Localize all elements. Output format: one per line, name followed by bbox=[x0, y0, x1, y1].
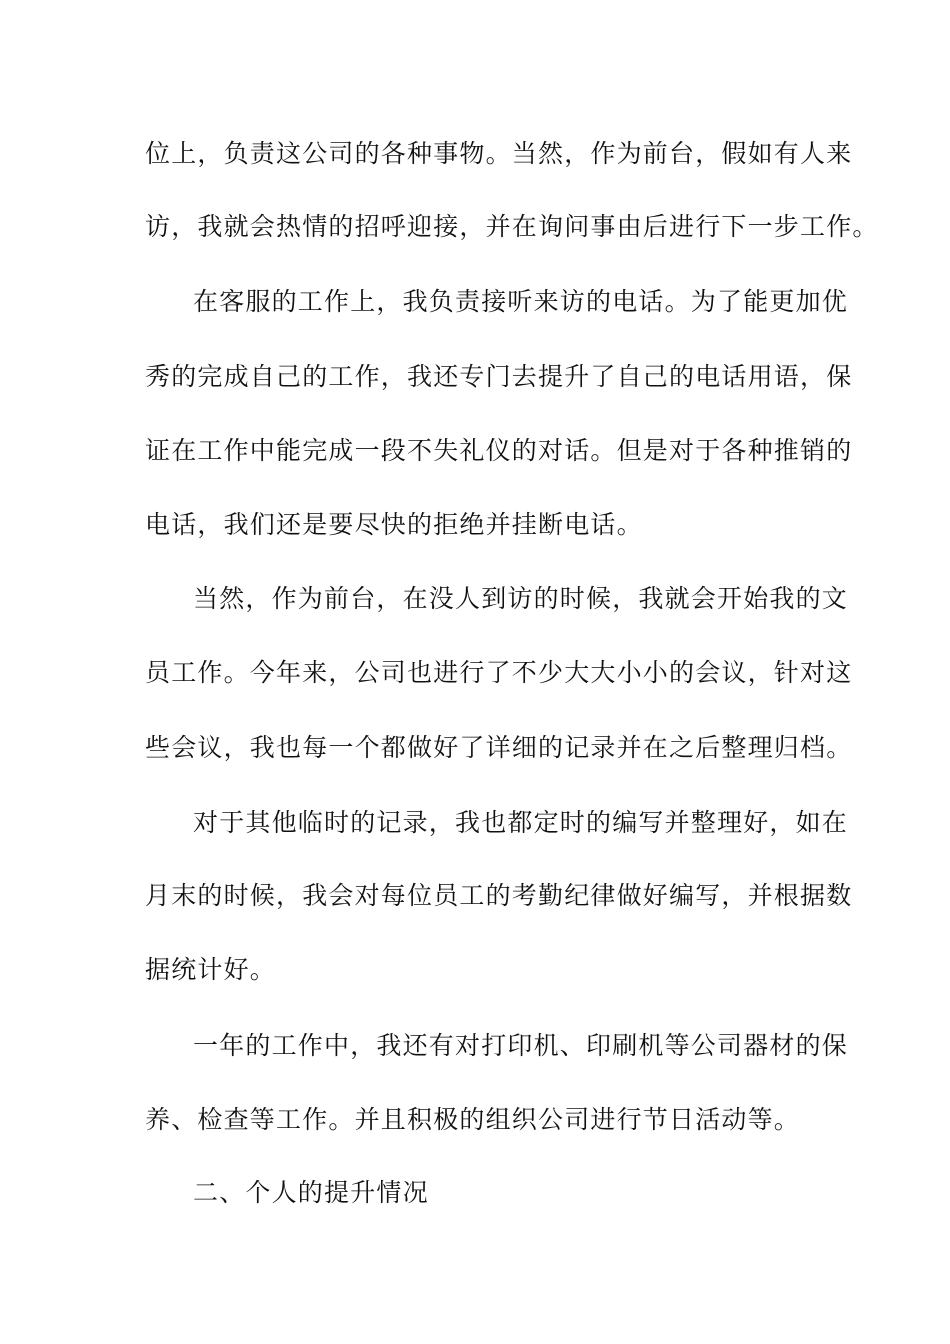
section-heading: 二、个人的提升情况 bbox=[193, 1178, 429, 1207]
body-text-line: 些会议，我也每一个都做好了详细的记录并在之后整理归档。 bbox=[145, 733, 853, 762]
body-text-line: 月末的时候，我会对每位员工的考勤纪律做好编写，并根据数 bbox=[145, 881, 853, 910]
body-text-line: 位上，负责这公司的各种事物。当然，作为前台，假如有人来 bbox=[145, 139, 853, 168]
paragraph-first-line: 当然，作为前台，在没人到访的时候，我就会开始我的文 bbox=[193, 584, 849, 613]
paragraph-first-line: 一年的工作中，我还有对打印机、印刷机等公司器材的保 bbox=[193, 1031, 849, 1060]
body-text-line: 电话，我们还是要尽快的拒绝并挂断电话。 bbox=[145, 510, 643, 539]
body-text-line: 证在工作中能完成一段不失礼仪的对话。但是对于各种推销的 bbox=[145, 436, 853, 465]
paragraph-first-line: 在客服的工作上，我负责接听来访的电话。为了能更加优 bbox=[193, 287, 849, 316]
body-text-line: 据统计好。 bbox=[145, 955, 277, 984]
body-text-line: 访，我就会热情的招呼迎接，并在询问事由后进行下一步工作。 bbox=[145, 212, 879, 241]
paragraph-first-line: 对于其他临时的记录，我也都定时的编写并整理好，如在 bbox=[193, 808, 849, 837]
body-text-line: 养、检查等工作。并且积极的组织公司进行节日活动等。 bbox=[145, 1105, 801, 1134]
body-text-line: 秀的完成自己的工作，我还专门去提升了自己的电话用语，保 bbox=[145, 362, 853, 391]
body-text-line: 员工作。今年来，公司也进行了不少大大小小的会议，针对这 bbox=[145, 658, 853, 687]
